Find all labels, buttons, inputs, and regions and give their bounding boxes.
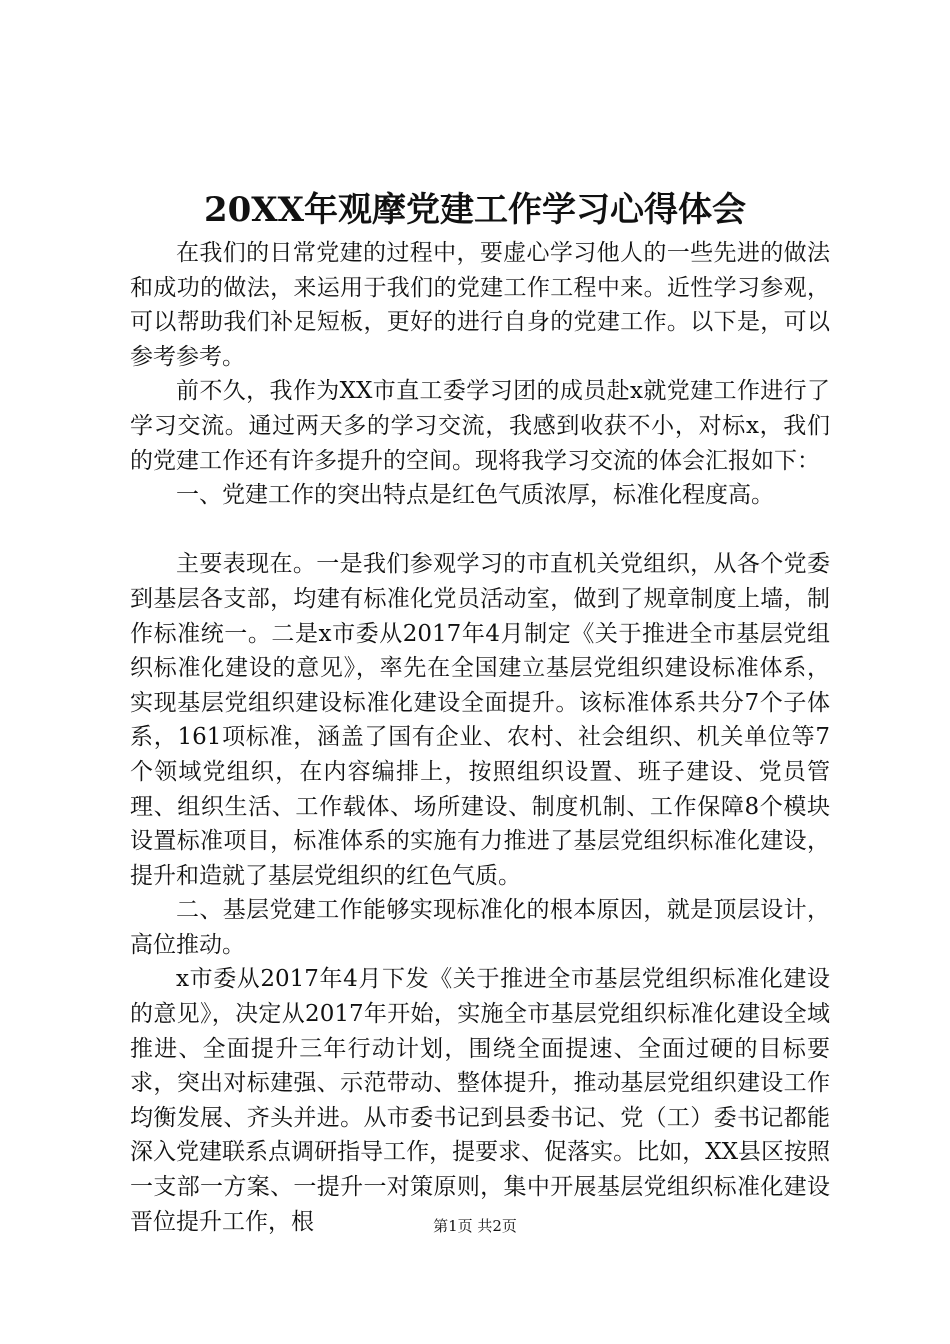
section-heading-2: 二、基层党建工作能够实现标准化的根本原因，就是顶层设计，高位推动。 [130,897,830,958]
document-body [130,236,830,1239]
paragraph-section-1: 主要表现在。一是我们参观学习的市直机关党组织，从各个党委到基层各支部，均建有标准化党员活动室，做到了规章制度上墙，制作标准统一。二是x市委从2017年4月制定《关于推进全市基层党组织标准化建设的意见》，率先在全国建立基层党组织建设标准体系，实现基层党组织建设标准化建设全面提升。该标准体系共分7个子体系，161项标准，涵盖了国有企业、农村、社会组织、机关单位等7个领域党组织，在内容编排上，按照组织设置、班子建设、党员管理、组织生活、工作载体、场所建设、制度机制、工作保障8个模块设置标准项目，标准体系的实施有力推进了基层党组织标准化建设，提升和造就了基层党组织的红色气质。 [130,551,830,889]
document-title: 20XX年观摩党建工作学习心得体会 [203,190,747,230]
page-footer: 第1页 共2页 [433,1217,517,1235]
paragraph-intro: 在我们的日常党建的过程中，要虚心学习他人的一些先进的做法和成功的做法，来运用于我们的党建工作工程中来。近性学习参观，可以帮助我们补足短板，更好的进行自身的党建工作。以下是，可以参考参考。 [130,240,830,370]
section-heading-1: 一、党建工作的突出特点是红色气质浓厚，标准化程度高。 [176,482,774,509]
paragraph-background: 前不久，我作为XX市直工委学习团的成员赴x就党建工作进行了学习交流。通过两天多的学习交流，我感到收获不小，对标x，我们的党建工作还有许多提升的空间。现将我学习交流的体会汇报如下： [130,378,830,474]
paragraph-section-2: x市委从2017年4月下发《关于推进全市基层党组织标准化建设的意见》，决定从2017年开始，实施全市基层党组织标准化建设全域推进、全面提升三年行动计划，围绕全面提速、全面过硬的目标要求，突出对标建强、示范带动、整体提升，推动基层党组织建设工作均衡发展、齐头并进。从市委书记到县委书记、党（工）委书记都能深入党建联系点调研指导工作，提要求、促落实。比如，XX县区按照一支部一方案、一提升一对策原则，集中开展基层党组织标准化建设晋位提升工作，根 [130,966,830,1235]
